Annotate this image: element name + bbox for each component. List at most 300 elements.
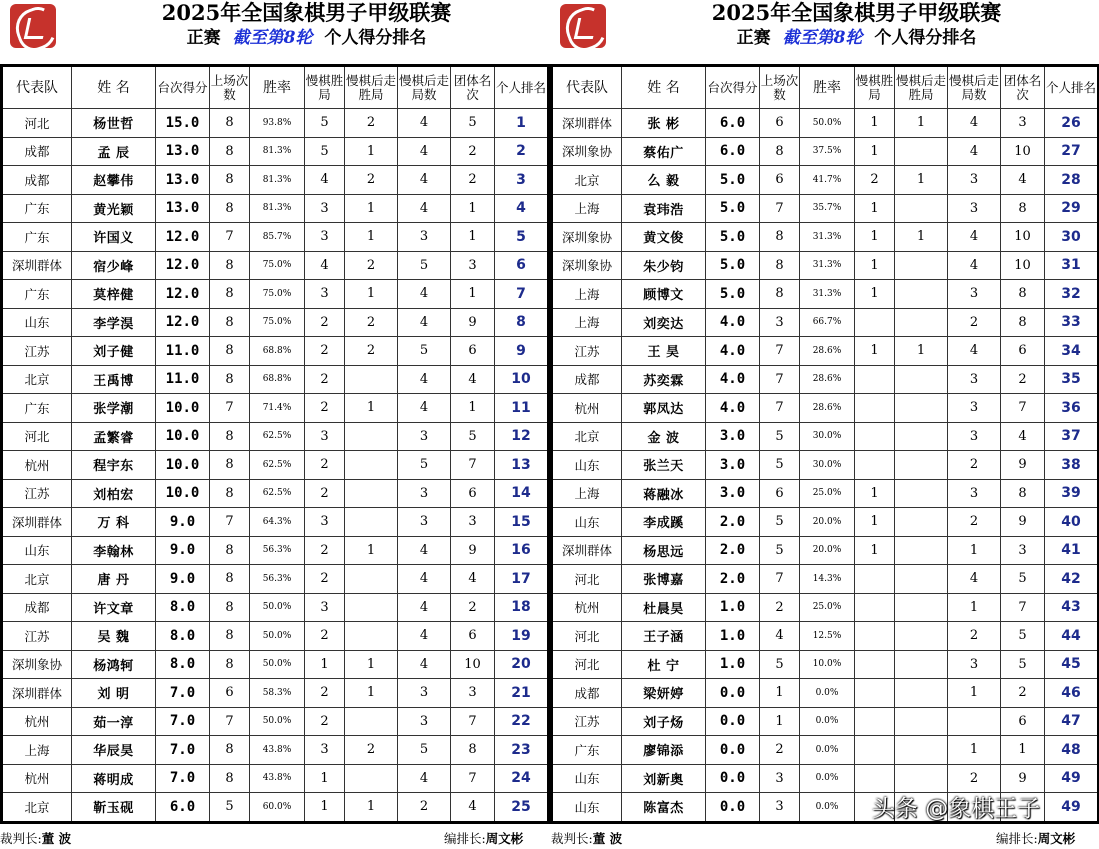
score-cell: 7.0 (156, 736, 210, 765)
rate-cell: 85.7% (250, 223, 305, 252)
slow-second-games-cell: 3 (398, 422, 451, 451)
slow-second-games-cell: 3 (398, 508, 451, 537)
table-row (552, 166, 1099, 195)
rank-cell: 21 (495, 679, 549, 708)
name-cell: 王禹博 (72, 365, 156, 394)
table-header-row (2, 66, 549, 109)
games-cell: 7 (760, 365, 800, 394)
score-cell: 5.0 (706, 251, 760, 280)
name-cell: 刘奕达 (622, 308, 706, 337)
rank-cell: 18 (495, 593, 549, 622)
rank-cell: 45 (1045, 650, 1099, 679)
games-cell: 8 (210, 650, 250, 679)
team-cell: 成都 (552, 365, 622, 394)
slow-wins-cell: 2 (305, 451, 345, 480)
score-header: 台次得分 (706, 66, 760, 109)
slow-second-wins-cell (895, 308, 948, 337)
rank-cell: 9 (495, 337, 549, 366)
score-cell: 4.0 (706, 337, 760, 366)
team-cell: 河北 (2, 422, 72, 451)
page-subtitle (64, 26, 549, 50)
team-cell: 深圳群体 (2, 679, 72, 708)
name-cell: 黄文俊 (622, 223, 706, 252)
rate-cell: 56.3% (250, 536, 305, 565)
rank-cell: 37 (1045, 422, 1099, 451)
team-rank-cell: 3 (451, 508, 495, 537)
slow-wins-cell: 2 (305, 565, 345, 594)
slow-second-wins-cell: 2 (345, 308, 398, 337)
name-cell: 杨鸿轲 (72, 650, 156, 679)
team-cell: 成都 (2, 137, 72, 166)
team-cell: 北京 (2, 793, 72, 823)
score-cell: 2.0 (706, 536, 760, 565)
subtitle-label: 个人得分排名 (324, 28, 427, 48)
name-cell: 华辰昊 (72, 736, 156, 765)
games-cell: 1 (760, 707, 800, 736)
table-row (2, 280, 549, 309)
slow-second-games-cell: 3 (948, 422, 1001, 451)
referee-name: 董 波 (41, 831, 72, 846)
score-cell: 7.0 (156, 764, 210, 793)
slow-wins-header: 慢棋胜局 (855, 66, 895, 109)
slow-second-games-cell: 3 (948, 365, 1001, 394)
team-cell: 河北 (552, 565, 622, 594)
table-row (552, 536, 1099, 565)
team-cell: 成都 (2, 593, 72, 622)
slow-second-wins-cell (895, 764, 948, 793)
name-cell: 孟繁睿 (72, 422, 156, 451)
slow-wins-cell: 3 (305, 223, 345, 252)
team-cell: 江苏 (552, 707, 622, 736)
slow-second-games-cell: 4 (398, 194, 451, 223)
team-rank-cell: 8 (1001, 194, 1045, 223)
table-row (552, 679, 1099, 708)
table-header-row (552, 66, 1099, 109)
slow-wins-cell: 2 (305, 707, 345, 736)
slow-second-games-cell: 5 (398, 736, 451, 765)
slow-wins-cell: 1 (855, 194, 895, 223)
team-cell: 深圳象协 (552, 137, 622, 166)
subtitle-label: 个人得分排名 (874, 28, 977, 48)
score-cell: 12.0 (156, 223, 210, 252)
table-row (2, 565, 549, 594)
slow-second-wins-cell (895, 451, 948, 480)
name-cell: 刘新奥 (622, 764, 706, 793)
games-cell: 5 (210, 793, 250, 823)
rate-cell: 14.3% (800, 565, 855, 594)
team-cell: 深圳群体 (2, 508, 72, 537)
score-cell: 5.0 (706, 194, 760, 223)
name-cell: 靳玉砚 (72, 793, 156, 823)
team-cell: 山东 (552, 451, 622, 480)
team-cell: 杭州 (2, 707, 72, 736)
rate-cell: 0.0% (800, 736, 855, 765)
name-cell: 宿少峰 (72, 251, 156, 280)
games-cell: 8 (210, 565, 250, 594)
slow-second-games-cell: 1 (948, 536, 1001, 565)
slow-second-wins-cell (895, 194, 948, 223)
table-row (2, 679, 549, 708)
team-cell: 广东 (2, 280, 72, 309)
table-row (2, 223, 549, 252)
score-cell: 1.0 (706, 593, 760, 622)
slow-wins-cell: 1 (855, 280, 895, 309)
name-cell: 顾博文 (622, 280, 706, 309)
table-row (2, 137, 549, 166)
rank-cell: 3 (495, 166, 549, 195)
team-rank-cell: 6 (451, 337, 495, 366)
team-rank-cell: 2 (451, 166, 495, 195)
team-cell: 上海 (552, 308, 622, 337)
rate-cell: 31.3% (800, 251, 855, 280)
score-cell: 5.0 (706, 223, 760, 252)
rank-cell: 10 (495, 365, 549, 394)
team-rank-cell: 3 (1001, 536, 1045, 565)
rate-cell: 50.0% (250, 593, 305, 622)
name-cell: 蒋明成 (72, 764, 156, 793)
score-cell: 9.0 (156, 536, 210, 565)
name-cell: 李成蹊 (622, 508, 706, 537)
team-cell: 上海 (552, 280, 622, 309)
slow-second-wins-cell: 1 (345, 194, 398, 223)
games-cell: 7 (210, 707, 250, 736)
table-row (2, 166, 549, 195)
table-row (552, 479, 1099, 508)
table-row (2, 593, 549, 622)
rate-cell: 81.3% (250, 137, 305, 166)
table-row (2, 394, 549, 423)
slow-wins-cell: 1 (855, 223, 895, 252)
slow-wins-cell: 2 (855, 166, 895, 195)
slow-wins-cell: 1 (855, 137, 895, 166)
rate-cell: 12.5% (800, 622, 855, 651)
rank-cell: 40 (1045, 508, 1099, 537)
table-row (552, 280, 1099, 309)
rate-cell: 75.0% (250, 280, 305, 309)
name-cell: 赵攀伟 (72, 166, 156, 195)
slow-second-games-cell: 4 (948, 109, 1001, 138)
slow-second-games-cell: 5 (398, 337, 451, 366)
name-cell: 程宇东 (72, 451, 156, 480)
team-rank-cell: 3 (451, 679, 495, 708)
team-rank-cell: 9 (451, 536, 495, 565)
score-cell: 10.0 (156, 394, 210, 423)
games-cell: 7 (760, 394, 800, 423)
name-cell: 许国义 (72, 223, 156, 252)
team-rank-cell: 10 (451, 650, 495, 679)
slow-second-wins-cell: 2 (345, 736, 398, 765)
right-panel (550, 0, 1099, 826)
score-cell: 11.0 (156, 365, 210, 394)
slow-second-games-cell: 1 (948, 736, 1001, 765)
team-rank-cell: 8 (1001, 479, 1045, 508)
team-cell: 深圳群体 (552, 536, 622, 565)
team-rank-cell: 9 (1001, 764, 1045, 793)
rate-cell: 25.0% (800, 593, 855, 622)
slow-wins-cell: 5 (305, 109, 345, 138)
slow-second-games-cell: 4 (948, 337, 1001, 366)
league-logo (10, 4, 56, 48)
games-cell: 5 (760, 536, 800, 565)
name-cell: 梁妍婷 (622, 679, 706, 708)
name-cell: 万 科 (72, 508, 156, 537)
games-cell: 8 (210, 764, 250, 793)
team-cell: 山东 (552, 764, 622, 793)
table-row (552, 251, 1099, 280)
team-cell: 山东 (552, 793, 622, 823)
slow-second-games-cell: 5 (398, 251, 451, 280)
score-cell: 12.0 (156, 308, 210, 337)
games-cell: 6 (760, 479, 800, 508)
table-row (2, 194, 549, 223)
games-cell: 8 (210, 422, 250, 451)
team-cell: 山东 (2, 536, 72, 565)
name-cell: 唐 丹 (72, 565, 156, 594)
rate-cell: 64.3% (250, 508, 305, 537)
slow-second-games-cell: 3 (948, 166, 1001, 195)
slow-wins-cell (855, 365, 895, 394)
table-row (552, 308, 1099, 337)
score-cell: 0.0 (706, 679, 760, 708)
rate-cell: 60.0% (250, 793, 305, 823)
slow-second-wins-cell: 2 (345, 337, 398, 366)
name-cell: 袁玮浩 (622, 194, 706, 223)
slow-second-games-cell: 4 (948, 565, 1001, 594)
rate-cell: 81.3% (250, 166, 305, 195)
team-cell: 杭州 (2, 451, 72, 480)
table-row (2, 736, 549, 765)
score-cell: 11.0 (156, 337, 210, 366)
rate-cell: 31.3% (800, 280, 855, 309)
section-label: 正赛 (186, 28, 221, 48)
slow-second-games-cell: 1 (948, 679, 1001, 708)
games-cell: 2 (760, 593, 800, 622)
editor-label: 编排长: (996, 831, 1038, 846)
team-rank-header: 团体名次 (451, 66, 495, 109)
table-row (2, 337, 549, 366)
team-rank-cell: 8 (1001, 280, 1045, 309)
team-cell: 山东 (552, 508, 622, 537)
games-cell: 6 (210, 679, 250, 708)
rate-cell: 62.5% (250, 422, 305, 451)
name-cell: 金 波 (622, 422, 706, 451)
rank-cell: 39 (1045, 479, 1099, 508)
slow-second-games-cell (948, 707, 1001, 736)
team-header: 代表队 (2, 66, 72, 109)
rank-header: 个人排名 (1045, 66, 1099, 109)
team-cell: 河北 (552, 650, 622, 679)
games-cell: 5 (760, 650, 800, 679)
team-cell: 杭州 (552, 593, 622, 622)
slow-second-games-cell: 4 (398, 394, 451, 423)
slow-second-games-cell: 4 (398, 565, 451, 594)
page-title: 2025年全国象棋男子甲级联赛 (161, 0, 452, 25)
page-subtitle (614, 26, 1099, 50)
team-rank-cell: 10 (1001, 223, 1045, 252)
slow-second-wins-cell: 2 (345, 166, 398, 195)
rank-cell: 20 (495, 650, 549, 679)
slow-second-wins-cell (895, 565, 948, 594)
team-rank-cell: 9 (1001, 508, 1045, 537)
games-cell: 8 (210, 736, 250, 765)
name-cell: 朱少钧 (622, 251, 706, 280)
slow-wins-cell: 1 (855, 109, 895, 138)
rate-cell: 31.3% (800, 223, 855, 252)
table-row (2, 365, 549, 394)
name-cell: 刘子健 (72, 337, 156, 366)
name-cell: 孟 辰 (72, 137, 156, 166)
rank-cell: 15 (495, 508, 549, 537)
slow-wins-cell: 1 (855, 508, 895, 537)
team-rank-cell: 6 (1001, 707, 1045, 736)
table-row (2, 479, 549, 508)
table-row (552, 508, 1099, 537)
referee-name: 董 波 (592, 831, 623, 846)
games-cell: 6 (760, 166, 800, 195)
name-cell: 郭凤达 (622, 394, 706, 423)
rate-cell: 66.7% (800, 308, 855, 337)
ranking-table-left (0, 64, 550, 824)
table-row (2, 308, 549, 337)
team-rank-cell: 2 (451, 593, 495, 622)
team-rank-cell: 6 (1001, 337, 1045, 366)
team-cell: 广东 (2, 194, 72, 223)
games-cell: 3 (760, 308, 800, 337)
slow-second-games-cell: 2 (948, 622, 1001, 651)
games-cell: 3 (760, 793, 800, 823)
rate-cell: 37.5% (800, 137, 855, 166)
slow-second-games-cell: 4 (398, 365, 451, 394)
slow-wins-cell: 3 (305, 593, 345, 622)
round-label: 截至第8轮 (782, 28, 863, 48)
rank-cell: 49 (1045, 764, 1099, 793)
rate-cell: 58.3% (250, 679, 305, 708)
score-cell: 6.0 (706, 109, 760, 138)
slow-wins-cell: 1 (855, 337, 895, 366)
team-rank-cell: 10 (1001, 137, 1045, 166)
slow-second-wins-cell (345, 593, 398, 622)
slow-second-wins-cell: 2 (345, 109, 398, 138)
slow-second-wins-cell (895, 394, 948, 423)
rate-cell: 10.0% (800, 650, 855, 679)
games-cell: 7 (760, 194, 800, 223)
score-cell: 15.0 (156, 109, 210, 138)
slow-wins-cell: 3 (305, 422, 345, 451)
rate-cell: 41.7% (800, 166, 855, 195)
team-cell: 深圳象协 (2, 650, 72, 679)
footer-editor-left (444, 829, 523, 849)
team-cell: 江苏 (2, 622, 72, 651)
slow-second-games-header: 慢棋后走局数 (398, 66, 451, 109)
games-cell: 4 (760, 622, 800, 651)
games-cell: 8 (760, 223, 800, 252)
rank-cell: 17 (495, 565, 549, 594)
score-cell: 9.0 (156, 508, 210, 537)
team-cell: 上海 (552, 479, 622, 508)
table-row (552, 194, 1099, 223)
ranking-table-right (550, 64, 1099, 824)
team-rank-cell: 4 (1001, 422, 1045, 451)
team-cell: 深圳群体 (2, 251, 72, 280)
table-row (552, 451, 1099, 480)
slow-second-wins-cell (895, 679, 948, 708)
name-cell: 廖锦添 (622, 736, 706, 765)
team-rank-cell: 7 (1001, 394, 1045, 423)
slow-wins-cell: 3 (305, 508, 345, 537)
name-cell: 吴 魏 (72, 622, 156, 651)
rank-cell: 11 (495, 394, 549, 423)
games-cell: 8 (210, 109, 250, 138)
slow-second-wins-cell (895, 251, 948, 280)
games-cell: 6 (760, 109, 800, 138)
team-cell: 江苏 (2, 479, 72, 508)
team-rank-cell: 5 (451, 422, 495, 451)
team-rank-cell: 1 (451, 280, 495, 309)
team-cell: 成都 (552, 679, 622, 708)
rank-cell: 49 (1045, 793, 1099, 823)
slow-second-wins-cell: 1 (345, 536, 398, 565)
name-cell: 李翰林 (72, 536, 156, 565)
name-cell: 刘 明 (72, 679, 156, 708)
slow-second-wins-cell: 1 (345, 394, 398, 423)
team-rank-cell: 5 (451, 109, 495, 138)
rank-cell: 19 (495, 622, 549, 651)
team-rank-header: 团体名次 (1001, 66, 1045, 109)
slow-second-wins-cell (345, 422, 398, 451)
score-cell: 10.0 (156, 451, 210, 480)
slow-wins-cell: 1 (855, 479, 895, 508)
rank-cell: 5 (495, 223, 549, 252)
slow-wins-cell: 3 (305, 736, 345, 765)
team-rank-cell: 2 (451, 137, 495, 166)
rate-cell: 28.6% (800, 337, 855, 366)
name-cell: 刘柏宏 (72, 479, 156, 508)
team-rank-cell: 8 (1001, 308, 1045, 337)
rate-cell: 75.0% (250, 251, 305, 280)
score-cell: 13.0 (156, 166, 210, 195)
slow-wins-cell: 1 (855, 536, 895, 565)
rank-cell: 47 (1045, 707, 1099, 736)
games-cell: 7 (210, 508, 250, 537)
rank-cell: 6 (495, 251, 549, 280)
name-cell: 么 毅 (622, 166, 706, 195)
table-row (2, 622, 549, 651)
rate-cell: 0.0% (800, 679, 855, 708)
score-cell: 9.0 (156, 565, 210, 594)
team-cell: 河北 (2, 109, 72, 138)
team-header: 代表队 (552, 66, 622, 109)
table-row (2, 793, 549, 823)
rate-cell: 0.0% (800, 764, 855, 793)
games-cell: 8 (760, 137, 800, 166)
team-rank-cell: 10 (1001, 251, 1045, 280)
slow-second-games-cell: 4 (398, 650, 451, 679)
slow-second-games-cell: 4 (398, 166, 451, 195)
games-cell: 7 (210, 223, 250, 252)
team-rank-cell: 9 (1001, 451, 1045, 480)
rate-cell: 50.0% (250, 707, 305, 736)
team-cell: 北京 (552, 422, 622, 451)
slow-second-games-header: 慢棋后走局数 (948, 66, 1001, 109)
slow-second-wins-cell (895, 280, 948, 309)
slow-wins-cell (855, 422, 895, 451)
slow-second-games-cell: 4 (948, 223, 1001, 252)
slow-second-games-cell: 3 (948, 650, 1001, 679)
team-rank-cell: 2 (1001, 679, 1045, 708)
referee-label: 裁判长: (551, 831, 593, 846)
team-cell: 深圳象协 (552, 223, 622, 252)
slow-second-wins-cell (345, 622, 398, 651)
